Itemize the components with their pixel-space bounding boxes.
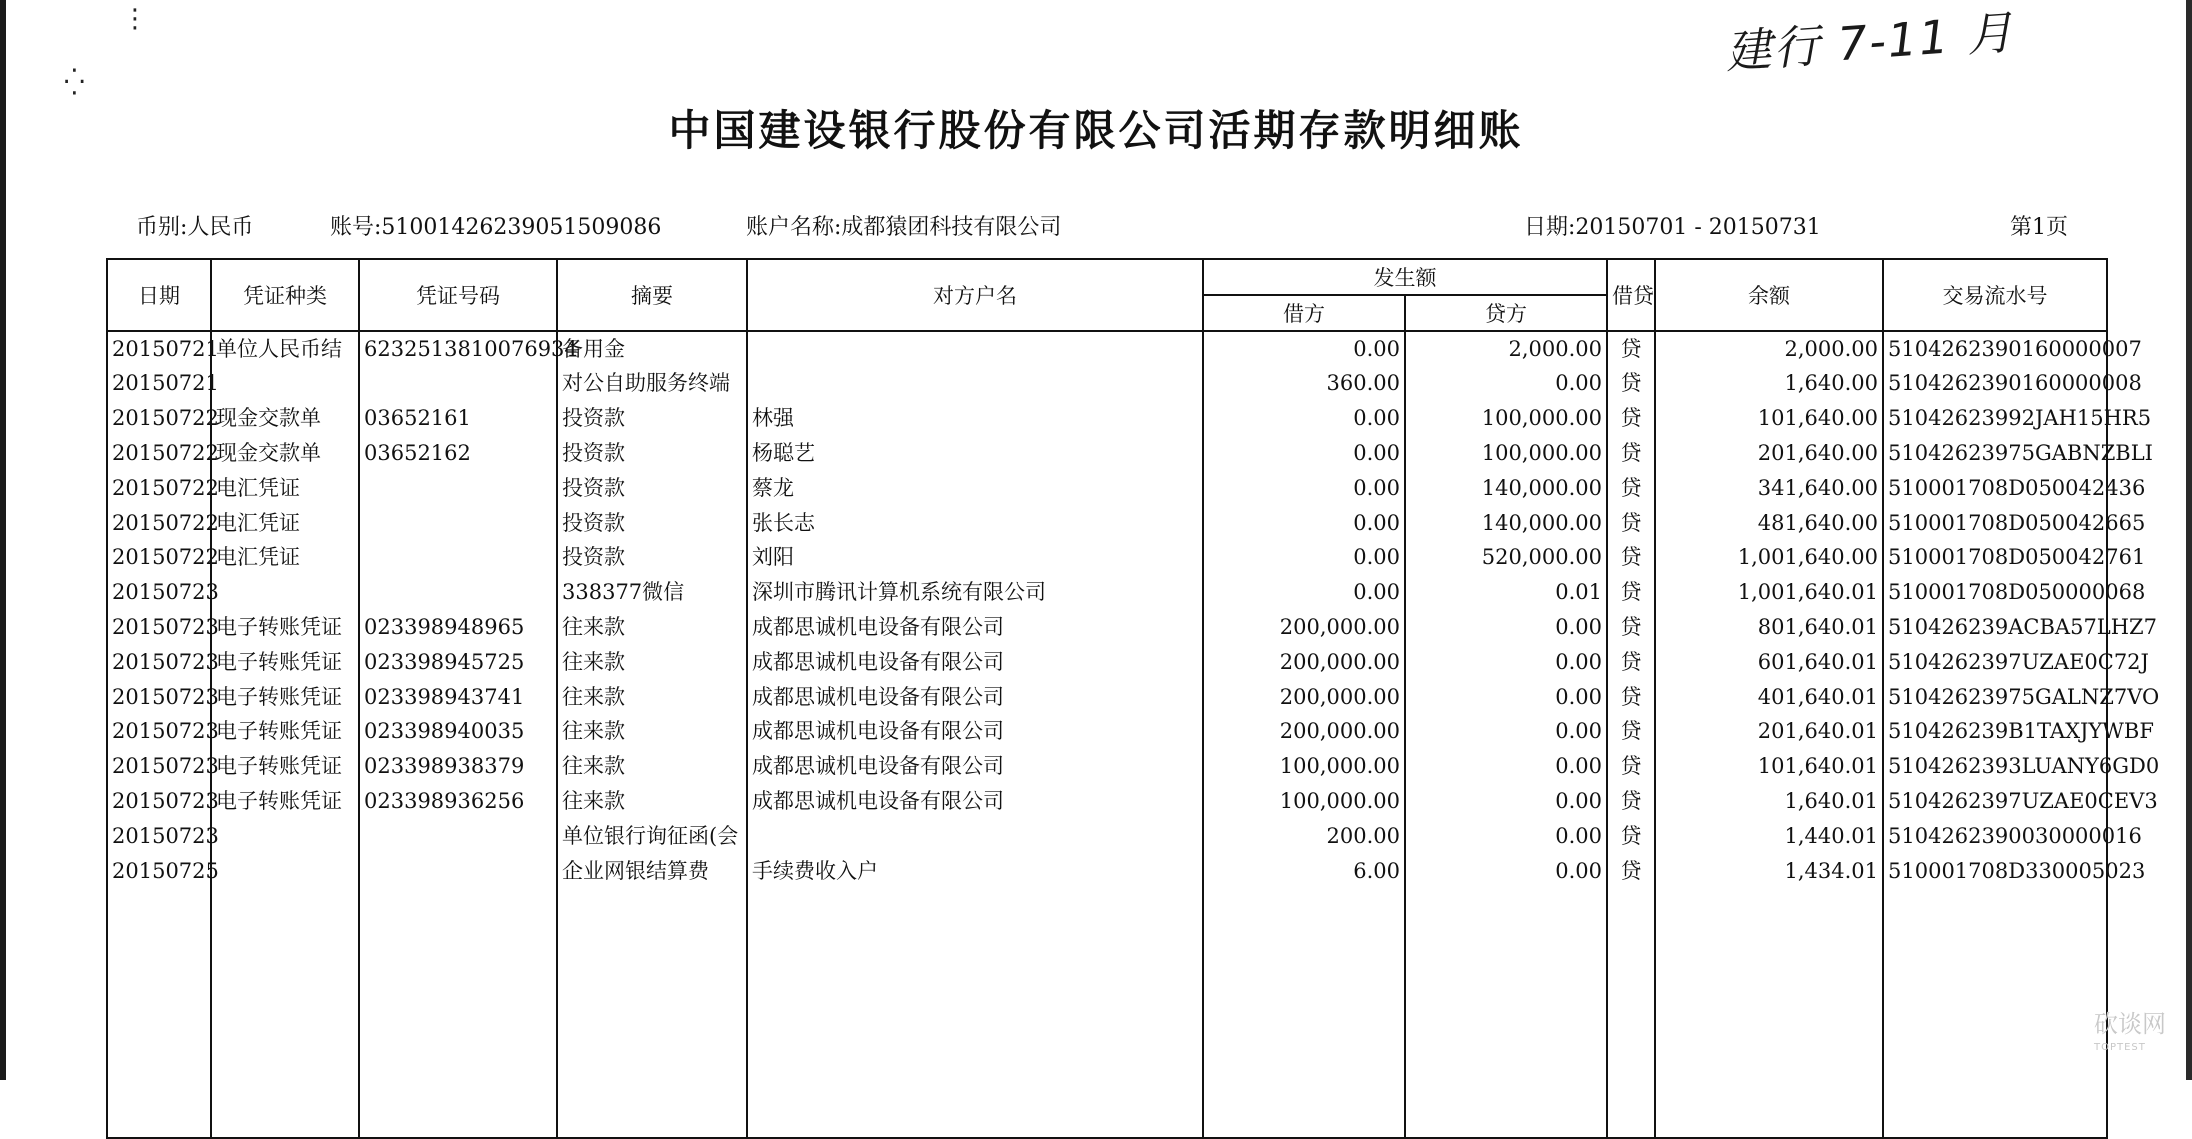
table-row [107,853,2107,888]
cell-debit: 0.00 [1203,401,1405,436]
cell-debit: 0.00 [1203,470,1405,505]
header-voucher-no: 凭证号码 [359,259,557,331]
cell-debit: 200.00 [1203,818,1405,853]
cell-voucher-type: 电子转账凭证 [211,610,359,645]
cell-summary: 往来款 [557,784,747,819]
cell-counterparty: 刘阳 [747,540,1203,575]
cell-counterparty: 张长志 [747,505,1203,540]
cell-counterparty: 成都思诚机电设备有限公司 [747,644,1203,679]
table-row [107,540,2107,575]
cell-date: 20150723 [107,575,211,610]
cell-credit: 0.00 [1405,644,1607,679]
cell-serial: 51042623975GABNZBLI [1883,436,2107,471]
table-row [107,505,2107,540]
cell-voucher-type: 电子转账凭证 [211,784,359,819]
cell-credit: 0.00 [1405,749,1607,784]
cell-summary: 备用金 [557,331,747,366]
watermark-sub: TOPTEST [2094,1042,2146,1053]
cell-counterparty: 深圳市腾讯计算机系统有限公司 [747,575,1203,610]
table-row [107,784,2107,819]
cell-serial: 510001708D050042436 [1883,470,2107,505]
cell-debit: 0.00 [1203,505,1405,540]
cell-balance: 101,640.00 [1655,401,1883,436]
cell-voucher-no: 03652162 [359,436,557,471]
date-range: 日期:20150701 - 20150731 [1524,215,1821,240]
cell-date: 20150721 [107,331,211,366]
cell-debit: 100,000.00 [1203,784,1405,819]
cell-voucher-type [211,818,359,853]
cell-debit-credit: 贷 [1607,644,1655,679]
cell-voucher-type: 电子转账凭证 [211,749,359,784]
cell-serial: 51042623992JAH15HR5 [1883,401,2107,436]
cell-debit-credit: 贷 [1607,679,1655,714]
cell-voucher-type: 电汇凭证 [211,470,359,505]
cell-date: 20150722 [107,470,211,505]
cell-credit: 2,000.00 [1405,331,1607,366]
watermark [2094,1012,2166,1060]
cell-serial: 510426239ACBA57LHZ7 [1883,610,2107,645]
header-credit: 贷方 [1405,295,1607,331]
watermark-main: 砍谈网 [2094,1010,2166,1038]
page-number: 第1页 [2010,215,2068,240]
cell-voucher-no: 023398940035 [359,714,557,749]
cell-voucher-no: 6232513810076934 [359,331,557,366]
cell-serial: 51042623975GALNZ7VO [1883,679,2107,714]
cell-voucher-no: 023398945725 [359,644,557,679]
cell-debit: 360.00 [1203,366,1405,401]
cell-debit: 100,000.00 [1203,749,1405,784]
cell-voucher-no [359,366,557,401]
cell-voucher-no: 023398938379 [359,749,557,784]
cell-serial: 5104262390160000007 [1883,331,2107,366]
scan-speck: ⁛ [64,68,85,98]
cell-debit-credit: 贷 [1607,436,1655,471]
cell-counterparty: 成都思诚机电设备有限公司 [747,714,1203,749]
cell-date: 20150722 [107,540,211,575]
cell-serial: 5104262390160000008 [1883,366,2107,401]
cell-debit-credit: 贷 [1607,331,1655,366]
cell-voucher-type: 电汇凭证 [211,540,359,575]
cell-debit-credit: 贷 [1607,853,1655,888]
cell-debit: 6.00 [1203,853,1405,888]
table-row [107,575,2107,610]
empty-cell [359,888,557,1138]
cell-voucher-type [211,853,359,888]
cell-balance: 201,640.01 [1655,714,1883,749]
cell-balance: 341,640.00 [1655,470,1883,505]
cell-counterparty: 蔡龙 [747,470,1203,505]
table-row [107,714,2107,749]
empty-cell [1405,888,1607,1138]
table-row [107,470,2107,505]
account-number: 账号:51001426239051509086 [330,215,662,240]
cell-credit: 0.00 [1405,714,1607,749]
cell-balance: 801,640.01 [1655,610,1883,645]
cell-voucher-type: 现金交款单 [211,436,359,471]
cell-summary: 投资款 [557,470,747,505]
cell-summary: 投资款 [557,436,747,471]
cell-balance: 1,640.01 [1655,784,1883,819]
cell-counterparty: 杨聪艺 [747,436,1203,471]
cell-date: 20150723 [107,818,211,853]
cell-serial: 5104262390030000016 [1883,818,2107,853]
cell-summary: 单位银行询征函(会 [557,818,747,853]
cell-debit: 0.00 [1203,436,1405,471]
cell-serial: 5104262397UZAE0CEV3 [1883,784,2107,819]
cell-voucher-no: 023398948965 [359,610,557,645]
cell-counterparty: 成都思诚机电设备有限公司 [747,749,1203,784]
cell-voucher-type: 单位人民币结 [211,331,359,366]
cell-summary: 企业网银结算费 [557,853,747,888]
cell-balance: 2,000.00 [1655,331,1883,366]
cell-serial: 5104262397UZAE0C72J [1883,644,2107,679]
cell-voucher-type [211,575,359,610]
cell-debit-credit: 贷 [1607,784,1655,819]
cell-voucher-type: 电子转账凭证 [211,714,359,749]
empty-cell [211,888,359,1138]
cell-voucher-type: 电汇凭证 [211,505,359,540]
cell-voucher-no [359,853,557,888]
table-row [107,366,2107,401]
cell-debit: 0.00 [1203,575,1405,610]
cell-date: 20150723 [107,610,211,645]
handwritten-note: 建行 7-11 月 [1723,4,2017,80]
cell-credit: 520,000.00 [1405,540,1607,575]
empty-cell [107,888,211,1138]
cell-serial: 510001708D330005023 [1883,853,2107,888]
cell-credit: 0.00 [1405,784,1607,819]
cell-credit: 100,000.00 [1405,436,1607,471]
cell-counterparty [747,331,1203,366]
cell-voucher-no [359,818,557,853]
cell-counterparty: 手续费收入户 [747,853,1203,888]
account-name: 账户名称:成都猿团科技有限公司 [746,215,1062,240]
cell-balance: 101,640.01 [1655,749,1883,784]
cell-credit: 0.00 [1405,610,1607,645]
cell-debit: 200,000.00 [1203,610,1405,645]
scan-speck: ⋮ [122,4,148,34]
cell-debit-credit: 贷 [1607,714,1655,749]
cell-balance: 201,640.00 [1655,436,1883,471]
cell-debit-credit: 贷 [1607,540,1655,575]
cell-counterparty [747,366,1203,401]
cell-voucher-no [359,575,557,610]
cell-summary: 338377微信 [557,575,747,610]
header-voucher-type: 凭证种类 [211,259,359,331]
cell-counterparty [747,818,1203,853]
cell-debit: 200,000.00 [1203,679,1405,714]
cell-voucher-type: 现金交款单 [211,401,359,436]
cell-credit: 0.00 [1405,818,1607,853]
cell-summary: 往来款 [557,679,747,714]
header-amount-group: 发生额 [1203,259,1607,295]
empty-cell [1203,888,1405,1138]
empty-cell [1607,888,1655,1138]
cell-voucher-no: 023398943741 [359,679,557,714]
cell-date: 20150722 [107,436,211,471]
cell-debit: 200,000.00 [1203,714,1405,749]
cell-summary: 往来款 [557,749,747,784]
cell-summary: 往来款 [557,610,747,645]
header-debit-credit: 借贷 [1607,259,1655,331]
scan-right-edge [2186,0,2192,1080]
empty-cell [1883,888,2107,1138]
table-row [107,331,2107,366]
cell-voucher-no: 03652161 [359,401,557,436]
cell-counterparty: 成都思诚机电设备有限公司 [747,784,1203,819]
cell-serial: 510001708D050000068 [1883,575,2107,610]
cell-credit: 0.00 [1405,853,1607,888]
cell-debit-credit: 贷 [1607,610,1655,645]
cell-credit: 0.00 [1405,366,1607,401]
cell-debit-credit: 贷 [1607,818,1655,853]
cell-date: 20150722 [107,505,211,540]
table-row [107,749,2107,784]
cell-date: 20150723 [107,644,211,679]
table-row [107,818,2107,853]
cell-serial: 510426239B1TAXJYWBF [1883,714,2107,749]
cell-balance: 1,001,640.01 [1655,575,1883,610]
cell-serial: 5104262393LUANY6GD0 [1883,749,2107,784]
cell-credit: 0.00 [1405,679,1607,714]
empty-cell [1655,888,1883,1138]
cell-date: 20150723 [107,784,211,819]
cell-credit: 0.01 [1405,575,1607,610]
table-row [107,436,2107,471]
cell-serial: 510001708D050042761 [1883,540,2107,575]
cell-debit-credit: 贷 [1607,575,1655,610]
cell-voucher-type [211,366,359,401]
cell-summary: 投资款 [557,401,747,436]
cell-balance: 1,640.00 [1655,366,1883,401]
table-row [107,610,2107,645]
cell-date: 20150723 [107,714,211,749]
header-serial: 交易流水号 [1883,259,2107,331]
cell-counterparty: 林强 [747,401,1203,436]
cell-date: 20150722 [107,401,211,436]
cell-balance: 601,640.01 [1655,644,1883,679]
cell-voucher-no [359,470,557,505]
cell-debit: 0.00 [1203,331,1405,366]
cell-serial: 510001708D050042665 [1883,505,2107,540]
cell-balance: 1,440.01 [1655,818,1883,853]
cell-counterparty: 成都思诚机电设备有限公司 [747,679,1203,714]
cell-voucher-no [359,540,557,575]
cell-voucher-no [359,505,557,540]
empty-cell [747,888,1203,1138]
cell-credit: 140,000.00 [1405,505,1607,540]
cell-date: 20150723 [107,679,211,714]
cell-debit-credit: 贷 [1607,470,1655,505]
header-balance: 余额 [1655,259,1883,331]
cell-summary: 投资款 [557,505,747,540]
cell-credit: 140,000.00 [1405,470,1607,505]
cell-voucher-type: 电子转账凭证 [211,679,359,714]
currency-label: 币别:人民币 [136,215,254,240]
table-row [107,401,2107,436]
cell-summary: 投资款 [557,540,747,575]
cell-debit: 0.00 [1203,540,1405,575]
cell-credit: 100,000.00 [1405,401,1607,436]
header-debit: 借方 [1203,295,1405,331]
cell-balance: 481,640.00 [1655,505,1883,540]
cell-balance: 1,001,640.00 [1655,540,1883,575]
cell-date: 20150725 [107,853,211,888]
cell-balance: 1,434.01 [1655,853,1883,888]
cell-date: 20150723 [107,749,211,784]
cell-debit-credit: 贷 [1607,749,1655,784]
cell-debit-credit: 贷 [1607,366,1655,401]
cell-summary: 往来款 [557,644,747,679]
cell-voucher-type: 电子转账凭证 [211,644,359,679]
cell-voucher-no: 023398936256 [359,784,557,819]
cell-date: 20150721 [107,366,211,401]
cell-balance: 401,640.01 [1655,679,1883,714]
cell-debit-credit: 贷 [1607,505,1655,540]
header-summary: 摘要 [557,259,747,331]
cell-summary: 往来款 [557,714,747,749]
cell-counterparty: 成都思诚机电设备有限公司 [747,610,1203,645]
cell-debit: 200,000.00 [1203,644,1405,679]
scan-left-edge [0,0,6,1080]
empty-cell [557,888,747,1138]
cell-summary: 对公自助服务终端 [557,366,747,401]
header-date: 日期 [107,259,211,331]
table-row [107,644,2107,679]
header-counterparty: 对方户名 [747,259,1203,331]
page-title: 中国建设银行股份有限公司活期存款明细账 [668,106,1524,155]
cell-debit-credit: 贷 [1607,401,1655,436]
empty-filler-row [107,888,2107,1138]
table-row [107,679,2107,714]
